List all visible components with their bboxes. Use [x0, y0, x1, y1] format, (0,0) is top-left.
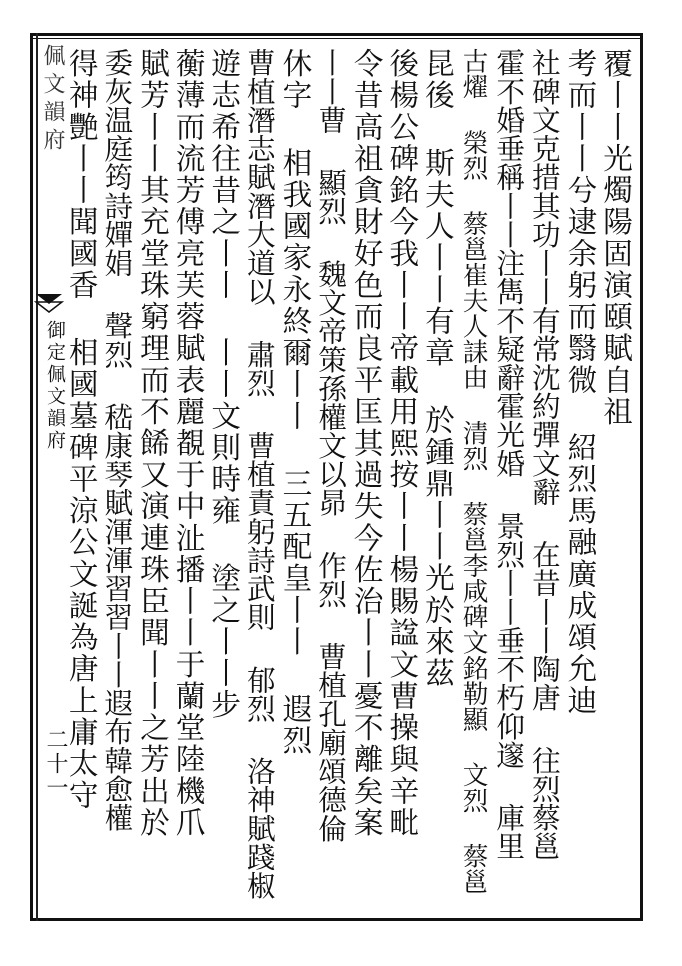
- frame-top-border: [30, 33, 642, 36]
- text-column: 曹植潛志賦潛大道以 肅烈 曹植責躬詩武則 郁烈 洛神賦踐椒: [242, 48, 277, 900]
- text-column: 古燿 榮烈 蔡邕崔夫人誄由 清烈 蔡邕李咸碑文銘勒顯 文烈 蔡邕: [458, 48, 489, 895]
- text-column: 賦芳丨丨其充堂珠窮理而不餙又演連珠臣聞丨丨之芳出於: [135, 48, 170, 839]
- spine-top-text: 佩文韻府: [40, 44, 65, 156]
- text-column: 覆丨丨光燭陽固演頤賦自祖: [599, 48, 633, 428]
- fishtail-mark-icon: [34, 290, 64, 316]
- fold-line: [36, 33, 38, 921]
- text-column: 社碑文克措其功丨丨有常沈約彈文辭 在昔丨丨陶唐 往烈蔡邕: [527, 48, 562, 861]
- text-column: 蘅薄而流芳傅亮芙蓉賦表麗覩于中沚播丨丨于蘭堂陸機爪: [171, 48, 206, 839]
- text-column: 考而丨丨兮逮余躬而翳微 紹烈馬融廣成頌允迪: [563, 48, 598, 717]
- text-column: 得神艷丨丨聞國香 相國墓碑平涼公文誕為唐上庸太守: [64, 48, 99, 812]
- frame-right-border: [640, 33, 643, 921]
- text-column: 丨丨曹 顯烈 魏文帝策孫權文以昴 作烈 曹植孔廟頌德倫: [314, 48, 348, 843]
- frame-top-inner-border: [30, 38, 642, 39]
- text-column: 休字 相我國家永終爾丨丨 三五配皇丨丨 遐烈: [278, 48, 313, 757]
- page-number: 二十一: [43, 728, 68, 800]
- frame-left-border: [30, 33, 33, 921]
- text-column: 遊志希往昔之丨丨 丨丨文則時雍 塗之丨丨步: [207, 48, 242, 721]
- text-column: 霍不婚垂稱丨丨注雋不疑辭霍光婚 景烈丨丨垂不朽仰邃 庫里: [492, 48, 527, 861]
- text-column: 令昔高祖貪財好色而良平匡其過失今佐治丨丨憂不離矣案: [349, 48, 384, 839]
- spine-book-title: 御定佩文韻府: [44, 320, 66, 452]
- text-column: 後楊公碑銘今我丨丨帝載用熙按丨丨楊賜諡文曹操與辛毗: [385, 48, 420, 839]
- text-column: 委灰温庭筠詩嬋娟 聲烈 嵇康琴賦渾渾習習丨丨遐布韓愈權: [100, 48, 135, 832]
- frame-bottom-border: [30, 918, 642, 921]
- text-column: 昆後 斯夫人丨丨有章 於鍾鼎丨丨光於來茲: [420, 48, 455, 690]
